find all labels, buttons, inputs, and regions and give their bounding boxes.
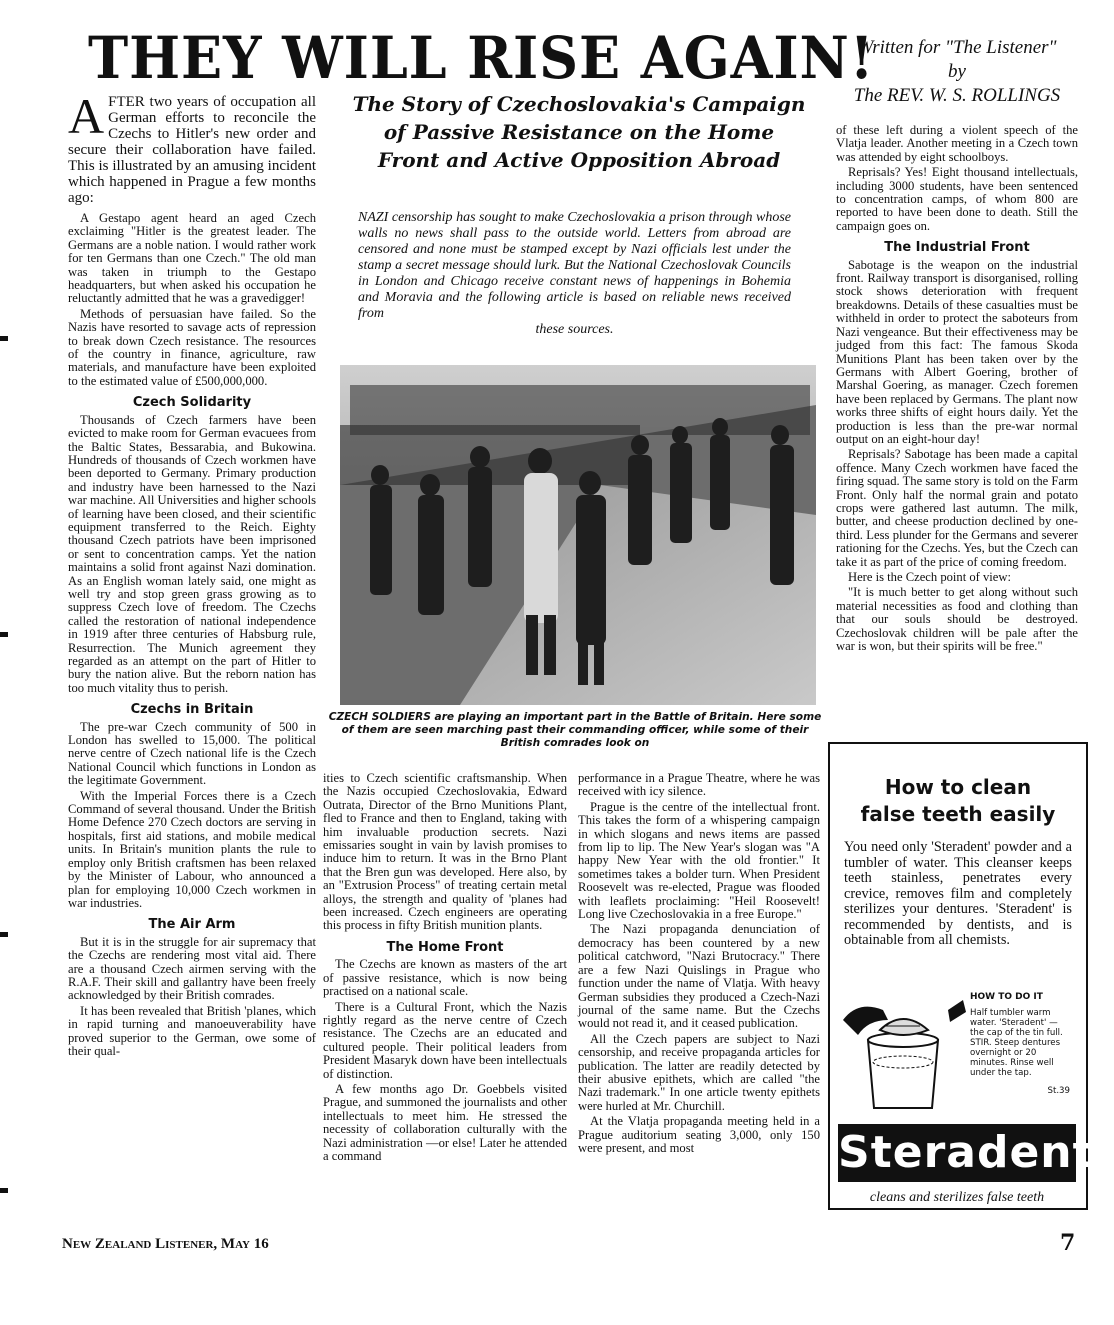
intro-main: NAZI censorship has sought to make Czechoslovakia a prison through whose walls no news shall pass to the outside world. Letters from abroad are censored and none must be stamped except by Nazi officials lest under the stamp a secret message should lurk. But the National Czechoslovak Councils in London and Chicago receive constant news of happenings in Bohemia and Moravia and the following article is based on reliable news received from	[358, 210, 791, 321]
margin-mark	[0, 632, 8, 637]
paragraph: Thousands of Czech farmers have been evicted to make room for German evacuees from the Baltic States, Bessarabia, and Bukowina. Hundreds of thousands of Czech workmen have been deported to Germany. Primary production and industry have been harnessed to the Nazi war machine. All Universities and higher schools of learning have been closed, and their scientific equipment transferred to the Reich. Eighty thousand Czech patriots have been imprisoned or sent to concentration camps. Yet the nation maintains a solid front against Nazi domination. As an English woman lately said, one might as well try and stop green grass growing as to suppress Czech love of freedom. The Czechs called the restoration of national independence in 1919 after three centuries of Habsburg rule, Resurrection. The Munich agreement they regarded as an attempt on the part of Hitler to bury the nation alive. But the reborn nation has too much vitality thus to perish.	[68, 412, 316, 695]
subheading-industrial-front: The Industrial Front	[884, 240, 1030, 256]
byline-line-2: by	[948, 61, 966, 82]
photo-image	[340, 365, 816, 705]
paragraph: Reprisals? Sabotage has been made a capital offence. Many Czech workmen have faced the firing squad. The same story is told on the Farm Front. Only half the normal grain and potato crops were gathered last autumn. The milk, butter, and cheese production declined by one-third. Less plunder for the Germans and severer rationing for the Czechs. Yes, but the Czech can take it as part of the price of coming freedom.	[836, 447, 1078, 569]
subheading-home-front: The Home Front	[386, 939, 504, 955]
margin-mark	[0, 932, 8, 937]
column-4	[836, 124, 1078, 653]
page-footer: New Zealand Listener, May 16	[62, 1236, 269, 1252]
page-number: 7	[1060, 1230, 1076, 1256]
intro-last: these sources.	[535, 322, 614, 337]
ad-code: St.39	[1047, 1086, 1070, 1096]
ad-headline-line-2: false teeth easily	[860, 802, 1056, 826]
article-deck: The Story of Czechoslovakia's Campaign of Passive Resistance on the Home Front and Active Opposition Abroad	[352, 92, 806, 172]
subheading-czechs-in-britain: Czechs in Britain	[130, 702, 254, 718]
paragraph: But it is in the struggle for air supremacy that the Czechs are rendering most vital aid. There are a thousand Czech airmen serving with the R.A.F. Their skill and gallantry have been freely acknowledged by their British comrades.	[68, 934, 316, 1003]
paragraph: There is a Cultural Front, which the Nazis rightly regard as the nerve centre of Czech resistance. The Czechs are an educated and cultured people. Their political leaders from President Masaryk down have been intellectuals of distinction.	[323, 999, 567, 1081]
ad-body: You need only 'Steradent' powder and a tumbler of water. This cleanser keeps teeth stainless, penetrates every crevice, removes film and completely sterilizes your dentures. 'Steradent' is recommended by dentists, and is obtainable from all chemists.	[844, 839, 1072, 948]
ad-tagline: cleans and sterilizes false teeth	[869, 1190, 1045, 1205]
photo-caption: CZECH SOLDIERS are playing an important part in the Battle of Britain. Here some of them are seen marching past their commanding officer, while some of their British comrades look on	[328, 711, 822, 749]
paragraph: "It is much better to get along without such material necessities as food and clothing than that our souls should be destroyed. Czechoslovak children will be pale after the war is won, but their spirits will be free."	[836, 585, 1078, 654]
ad-headline-line-1: How to clean	[884, 775, 1032, 799]
paragraph: The Nazi propaganda denunciation of democracy has been countered by a new political catchword, "Nazi Brutocracy." There are a few Nazi Quislings in Prague who function under the name of Vlatja. With heavy German subsidies they produced a Czech-Nazi journal of the same name. But the Czechs would not read it, and it ceased publication.	[578, 922, 820, 1031]
column-1	[68, 88, 316, 1058]
steradent-advertisement	[828, 742, 1095, 1210]
byline-author: The REV. W. S. ROLLINGS	[853, 85, 1061, 106]
paragraph: A few months ago Dr. Goebbels visited Prague, and summoned the journalists and other intellectuals to meet him. He stressed the necessity of collaboration culturally with the Nazi administration —or else! Later he attended a command	[323, 1081, 567, 1163]
byline-line-1: Written for "The Listener"	[857, 37, 1057, 58]
dentures-tumbler-illustration	[838, 990, 968, 1120]
paragraph: Here is the Czech point of view:	[848, 570, 1011, 584]
ad-headline	[830, 774, 1086, 828]
paragraph: With the Imperial Forces there is a Czech Command of several thousand. Under the British Home Defence 270 Czech doctors are serving in hospitals, first aid stations, and mobile medical units. In Britain's munition plants the rule to employ only British craftsmen has been relaxed by the Minister of Labour, who announced a plan for employing 10,000 Czech workmen in war industries.	[68, 788, 316, 910]
drop-cap: A	[68, 88, 105, 144]
photo-czech-soldiers	[340, 365, 816, 705]
headline: THEY WILL RISE AGAIN!	[88, 24, 875, 92]
paragraph: It has been revealed that British 'planes, which in rapid turning and manoeuverability have proved superior to the German, owe some of their qual-	[68, 1003, 316, 1058]
paragraph: ities to Czech scientific craftsmanship. When the Nazis occupied Czechoslovakia, Edward Outrata, Director of the Brno Munitions Plant, fled to France and then to England, taking with him invaluable production secrets. Nazi emissaries sought in vain by lavish promises to induce him to return. It was in the Brno Plant that the Bren gun was developed. Here also, by an "Extrusion Process" of treating certain metal alloys, the strength and quality of 'planes had been increased. Czech engineers are operating this process in fifty British munition plants.	[323, 771, 567, 933]
byline	[832, 36, 1082, 108]
ad-how-title: HOW TO DO IT	[970, 992, 1043, 1002]
paragraph: of these left during a violent speech of the Vlatja leader. Another meeting in a Czech town was attended by eight schoolboys.	[836, 123, 1078, 164]
steradent-logo: Steradent	[838, 1124, 1076, 1182]
ad-how-steps: Half tumbler warm water. 'Steradent' — the cap of the tin full. STIR. Steep dentures overnight or 20 minutes. Rinse well under the tap.	[970, 1008, 1063, 1078]
illustration-icon	[838, 990, 968, 1120]
subheading-air-arm: The Air Arm	[148, 917, 236, 933]
paragraph: At the Vlatja propaganda meeting held in a Prague auditorium seating 3,000, only 150 were present, and most	[578, 1114, 820, 1155]
paragraph: All the Czech papers are subject to Nazi censorship, and receive propaganda articles for publication. The latter are readily detected by their abusive epithets, which are called "the Nazi trademark." In one article twenty epithets were hurled at Mr. Churchill.	[578, 1031, 820, 1113]
paragraph: Sabotage is the weapon on the industrial front. Railway transport is disorganised, rolling stock shows deterioration with frequent breakdowns. Details of these casualties must be withheld in order to protect the saboteurs from Nazi vengeance. But their effectiveness may be judged from this fact: The famous Skoda Munitions Plant has been taken over by the Germans with Albert Goering, brother of Marshal Goering, as manager. Czech foremen have been replaced by Germans. The plant now works three shifts of eight hours daily. Yet the production is less than the pre-war normal output on an eight-hour day!	[836, 257, 1078, 446]
paragraph: performance in a Prague Theatre, where he was received with icy silence.	[578, 771, 820, 799]
margin-mark	[0, 336, 8, 341]
column-3	[578, 772, 820, 1155]
paragraph: Reprisals? Yes! Eight thousand intellectuals, including 3000 students, have been sentenced to concentration camps, of whom 800 are reported to have been done to death. Still the campaign goes on.	[836, 165, 1078, 233]
ad-how-to	[970, 992, 1070, 1096]
paragraph: Methods of persuasian have failed. So the Nazis have resorted to savage acts of repression to break down Czech resistance. The resources of the country in finance, agriculture, raw materials, and manufacture have been exploited to the estimated value of £500,000,000.	[68, 306, 316, 388]
column-2	[323, 772, 567, 1163]
paragraph: The pre-war Czech community of 500 in London has swelled to 15,000. The political nerve centre of Czech national life is the Czech National Council which functions in London as the legitimate Government.	[68, 719, 316, 788]
paragraph: The Czechs are known as masters of the art of passive resistance, which is now being practised on a national scale.	[323, 957, 567, 999]
subheading-czech-solidarity: Czech Solidarity	[132, 395, 252, 411]
lead-text: FTER two years of occupation all German efforts to reconcile the Czechs to Hitler's new order and secure their collaboration have failed. This is illustrated by an amusing incident which happened in Prague a few months ago:	[68, 94, 316, 206]
paragraph: A Gestapo agent heard an aged Czech exclaiming "Hitler is the greatest leader. The Germans are a noble nation. I would rather work for ten Germans than one Czech." The old man was taken in triumph to the Gestapo headquarters, but when asked his occupation he reluctantly admitted that he was a gravedigger!	[68, 211, 316, 306]
intro-paragraph	[358, 210, 791, 338]
lead-paragraph	[68, 88, 316, 206]
margin-mark	[0, 1188, 8, 1193]
paragraph: Prague is the centre of the intellectual front. This takes the form of a whispering campaign in which slogans and news items are passed from lip to lip. The New Year's slogan was "A happy New Year with the old frontier." It sometimes takes a bolder turn. When President Roosevelt was re-elected, Prague was flooded with leaflets proclaiming: "Heil Roosevelt! Long live Czechoslovakia in a free Europe."	[578, 799, 820, 922]
